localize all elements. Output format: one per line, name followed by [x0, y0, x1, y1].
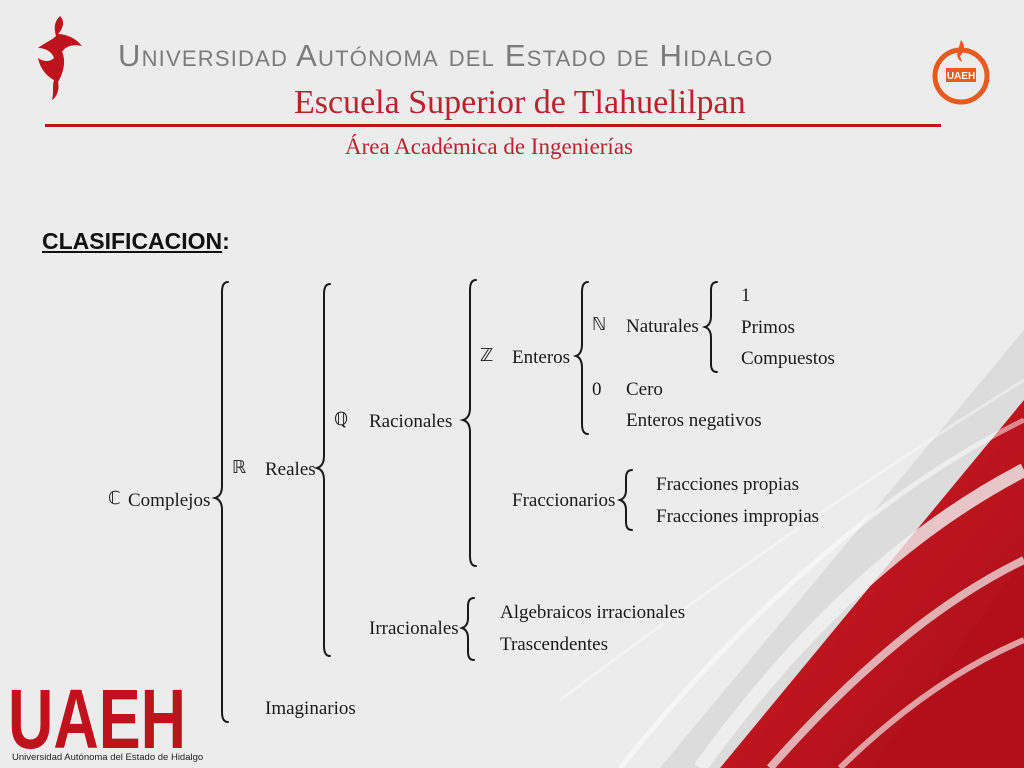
- brace-enteros: [576, 282, 588, 434]
- university-title: Universidad Autónoma del Estado de Hidalgo: [118, 38, 774, 73]
- fracciones-impropias-label: Fracciones impropias: [656, 506, 820, 527]
- enteros-label: Enteros: [512, 347, 571, 368]
- enteros-negativos-label: Enteros negativos: [626, 410, 762, 431]
- naturales-symbol: ℕ: [592, 314, 607, 335]
- complejos-symbol: ℂ: [108, 488, 121, 509]
- natural-one-label: 1: [741, 285, 751, 306]
- brace-racionales: [463, 280, 476, 566]
- area-subtitle: Área Académica de Ingenierías: [345, 134, 633, 159]
- racionales-label: Racionales: [369, 411, 453, 432]
- fraccionarios-label: Fraccionarios: [512, 490, 616, 511]
- reales-symbol: ℝ: [232, 457, 247, 478]
- brace-naturales: [705, 282, 717, 372]
- classification-heading-label: CLASIFICACION: [42, 228, 223, 254]
- racionales-symbol: ℚ: [334, 409, 349, 430]
- enteros-symbol: ℤ: [480, 345, 494, 366]
- algebraicos-irracionales-label: Algebraicos irracionales: [500, 602, 686, 623]
- brace-irracionales: [462, 598, 474, 660]
- seal-text: UAEH: [946, 71, 976, 82]
- compuestos-label: Compuestos: [741, 348, 835, 369]
- cero-symbol: 0: [592, 379, 602, 400]
- imaginarios-label: Imaginarios: [265, 698, 356, 719]
- cero-label: Cero: [626, 379, 663, 400]
- brace-fraccionarios: [620, 470, 632, 530]
- reales-label: Reales: [265, 459, 316, 480]
- school-title: Escuela Superior de Tlahuelilpan: [294, 84, 746, 121]
- naturales-label: Naturales: [626, 316, 699, 337]
- primos-label: Primos: [741, 317, 795, 338]
- irracionales-label: Irracionales: [369, 618, 459, 639]
- complejos-label: Complejos: [128, 490, 211, 511]
- classification-heading-colon: :: [222, 228, 230, 254]
- fracciones-propias-label: Fracciones propias: [656, 474, 799, 495]
- uaeh-footer-logo: [8, 682, 188, 752]
- trascendentes-label: Trascendentes: [500, 634, 608, 655]
- brace-reales: [317, 284, 330, 656]
- uaeh-logo-text: UAEH: [8, 682, 186, 752]
- footer-university-caption: Universidad Autónoma del Estado de Hidalgo: [12, 752, 204, 763]
- brace-complejos: [215, 282, 228, 722]
